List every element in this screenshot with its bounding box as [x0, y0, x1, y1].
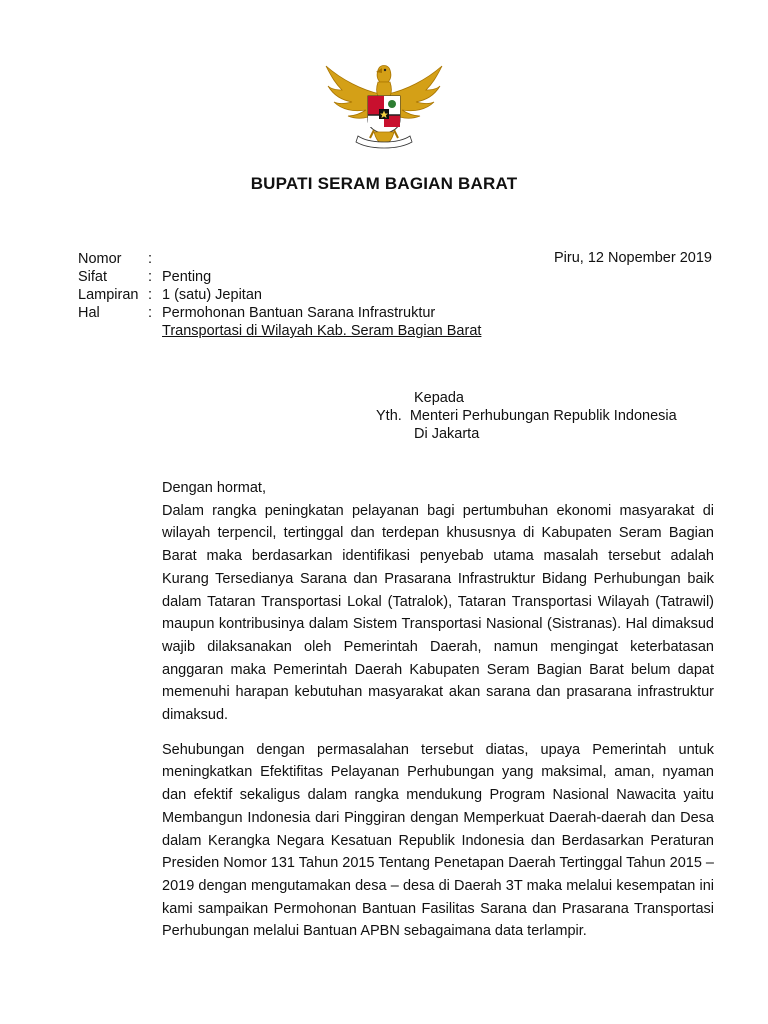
lampiran-label: Lampiran: [78, 287, 139, 303]
colon: :: [148, 287, 153, 303]
nomor-label: Nomor: [78, 251, 122, 267]
paragraph-2: Sehubungan dengan permasalahan tersebut diatas, upaya Pemerintah untuk meningkatkan Efektifitas Pelayanan Perhubungan yang maksimal, aman, nyaman dan efektif sekaligus dalam rangka mendukung Program Nasional Nawacita yaitu Membangun Indonesia dari Pinggiran dengan Memperkuat Daerah-daerah dan Desa dalam Kerangka Negara Kesatuan Republik Indonesia dan Berdasarkan Peraturan Presiden Nomor 131 Tahun 2015 Tentang Penetapan Daerah Tertinggal Tahun 2015 – 2019 dengan mengutamakan desa – desa di Daerah 3T maka melalui kesempatan ini kami sampaikan Permohonan Bantuan Fasilitas Sarana dan Prasarana Transportasi Perhubungan melalui Bantuan APBN sebagaimana data terlampir.: [162, 741, 714, 940]
colon: :: [148, 269, 153, 285]
kepada-label: Kepada: [414, 390, 464, 406]
letter-body: [162, 477, 714, 943]
letter-meta: [78, 250, 481, 340]
hal-value-line2: Transportasi di Wilayah Kab. Seram Bagian Barat: [162, 323, 482, 339]
sifat-label: Sifat: [78, 269, 108, 285]
hal-row: [78, 304, 481, 322]
colon: :: [148, 305, 153, 321]
lampiran-row: [78, 286, 481, 304]
hal-row-continued: [78, 322, 481, 340]
sifat-value: Penting: [162, 269, 212, 285]
colon: :: [148, 251, 153, 267]
lampiran-value: 1 (satu) Jepitan: [162, 287, 262, 303]
letter-title: BUPATI SERAM BAGIAN BARAT: [250, 174, 518, 193]
nomor-row: [78, 250, 481, 268]
recipient-name: Yth. Menteri Perhubungan Republik Indonesia: [376, 408, 677, 424]
salutation: Dengan hormat,: [162, 480, 266, 496]
hal-label: Hal: [78, 305, 100, 321]
garuda-pancasila-emblem: [322, 60, 446, 154]
letter-date: Piru, 12 Nopember 2019: [554, 250, 712, 266]
sifat-row: [78, 268, 481, 286]
paragraph-1: Dalam rangka peningkatan pelayanan bagi pertumbuhan ekonomi masyarakat di wilayah terpencil, tertinggal dan terdepan khususnya di Kabupaten Seram Bagian Barat maka berdasarkan identifikasi penyebab utama masalah tersebut adalah Kurang Tersedianya Sarana dan Prasarana Infrastruktur Bidang Perhubungan baik dalam Tataran Transportasi Lokal (Tatralok), Tataran Transportasi Wilayah (Tatrawil) maupun kontribusinya dalam Sistem Transportasi Nasional (Sistranas). Hal dimaksud wajib dilaksanakan oleh Pemerintah Daerah, namun mengingat keterbatasan anggaran maka Pemerintah Daerah Kabupaten Seram Bagian Barat belum dapat memenuhi harapan kebutuhan masyarakat akan sarana dan prasarana infrastruktur dimaksud.: [162, 502, 714, 724]
recipient-place: Di Jakarta: [414, 426, 480, 442]
hal-value-line1: Permohonan Bantuan Sarana Infrastruktur: [162, 305, 436, 321]
recipient-block: [376, 389, 677, 443]
